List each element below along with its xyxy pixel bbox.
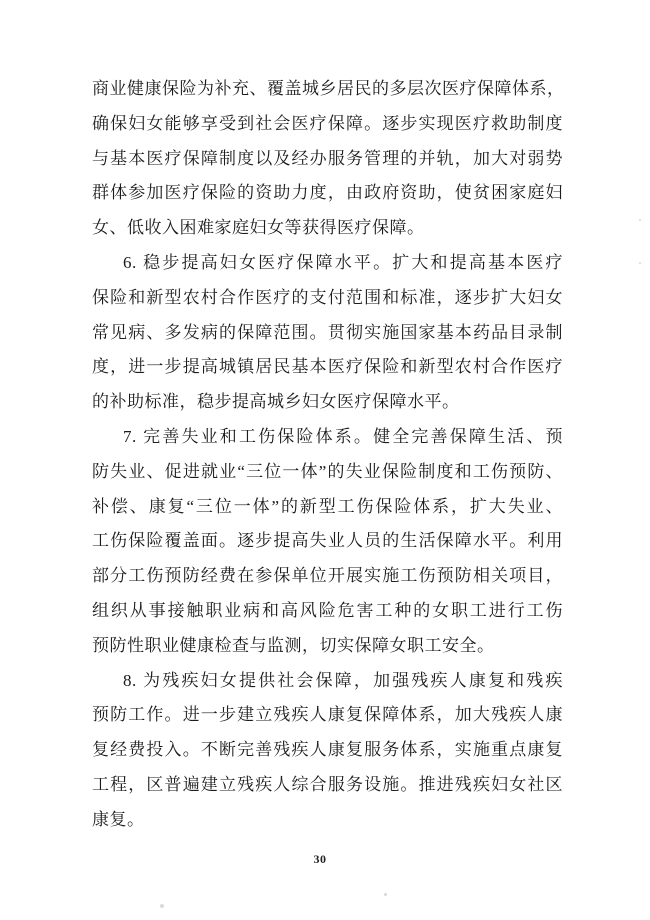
text-line: 保险和新型农村合作医疗的支付范围和标准，逐步扩大妇女 [92,287,563,307]
paragraph-3 [92,420,563,664]
scan-speck [639,262,641,264]
text-line: 的补助标准，稳步提高城乡妇女医疗保障水平。 [92,392,460,412]
paragraph-1 [92,72,563,246]
body-text [92,72,563,838]
text-line: 8. 为残疾妇女提供社会保障，加强残疾人康复和残疾 [123,670,563,690]
text-line: 工程，区普遍建立残疾人综合服务设施。推进残疾妇女社区 [92,774,563,794]
scan-speck [160,904,164,908]
text-line: 6. 稳步提高妇女医疗保障水平。扩大和提高基本医疗 [123,252,563,272]
text-line: 康复。 [92,809,145,829]
text-line: 度，进一步提高城镇居民基本医疗保险和新型农村合作医疗 [92,357,563,377]
paragraph-2 [92,246,563,420]
text-line: 7. 完善失业和工伤保险体系。健全完善保障生活、预 [123,426,563,446]
scan-speck [639,219,641,221]
text-line: 补偿、康复“三位一体”的新型工伤保险体系，扩大失业、 [92,496,563,516]
scan-speck [384,893,387,896]
text-line: 工伤保险覆盖面。逐步提高失业人员的生活保障水平。利用 [92,531,563,551]
text-line: 组织从事接触职业病和高风险危害工种的女职工进行工伤 [92,600,563,620]
text-line: 确保妇女能够享受到社会医疗保障。逐步实现医疗救助制度 [92,113,563,133]
text-line: 防失业、促进就业“三位一体”的失业保险制度和工伤预防、 [92,461,563,481]
text-line: 商业健康保险为补充、覆盖城乡居民的多层次医疗保障体系， [92,79,565,98]
page-number: 30 [313,852,327,866]
text-line: 群体参加医疗保险的资助力度，由政府资助，使贫困家庭妇 [92,183,563,203]
text-line: 预防性职业健康检查与监测，切实保障女职工安全。 [92,635,495,655]
text-line: 预防工作。进一步建立残疾人康复保障体系，加大残疾人康 [92,705,563,725]
text-line: 与基本医疗保障制度以及经办服务管理的并轨，加大对弱势 [92,148,563,168]
text-line: 部分工伤预防经费在参保单位开展实施工伤预防相关项目， [92,566,563,586]
text-line: 常见病、多发病的保障范围。贯彻实施国家基本药品目录制 [92,322,563,342]
text-line: 复经费投入。不断完善残疾人康复服务体系，实施重点康复 [92,740,563,760]
text-line: 女、低收入困难家庭妇女等获得医疗保障。 [92,218,425,238]
paragraph-4 [92,664,563,838]
